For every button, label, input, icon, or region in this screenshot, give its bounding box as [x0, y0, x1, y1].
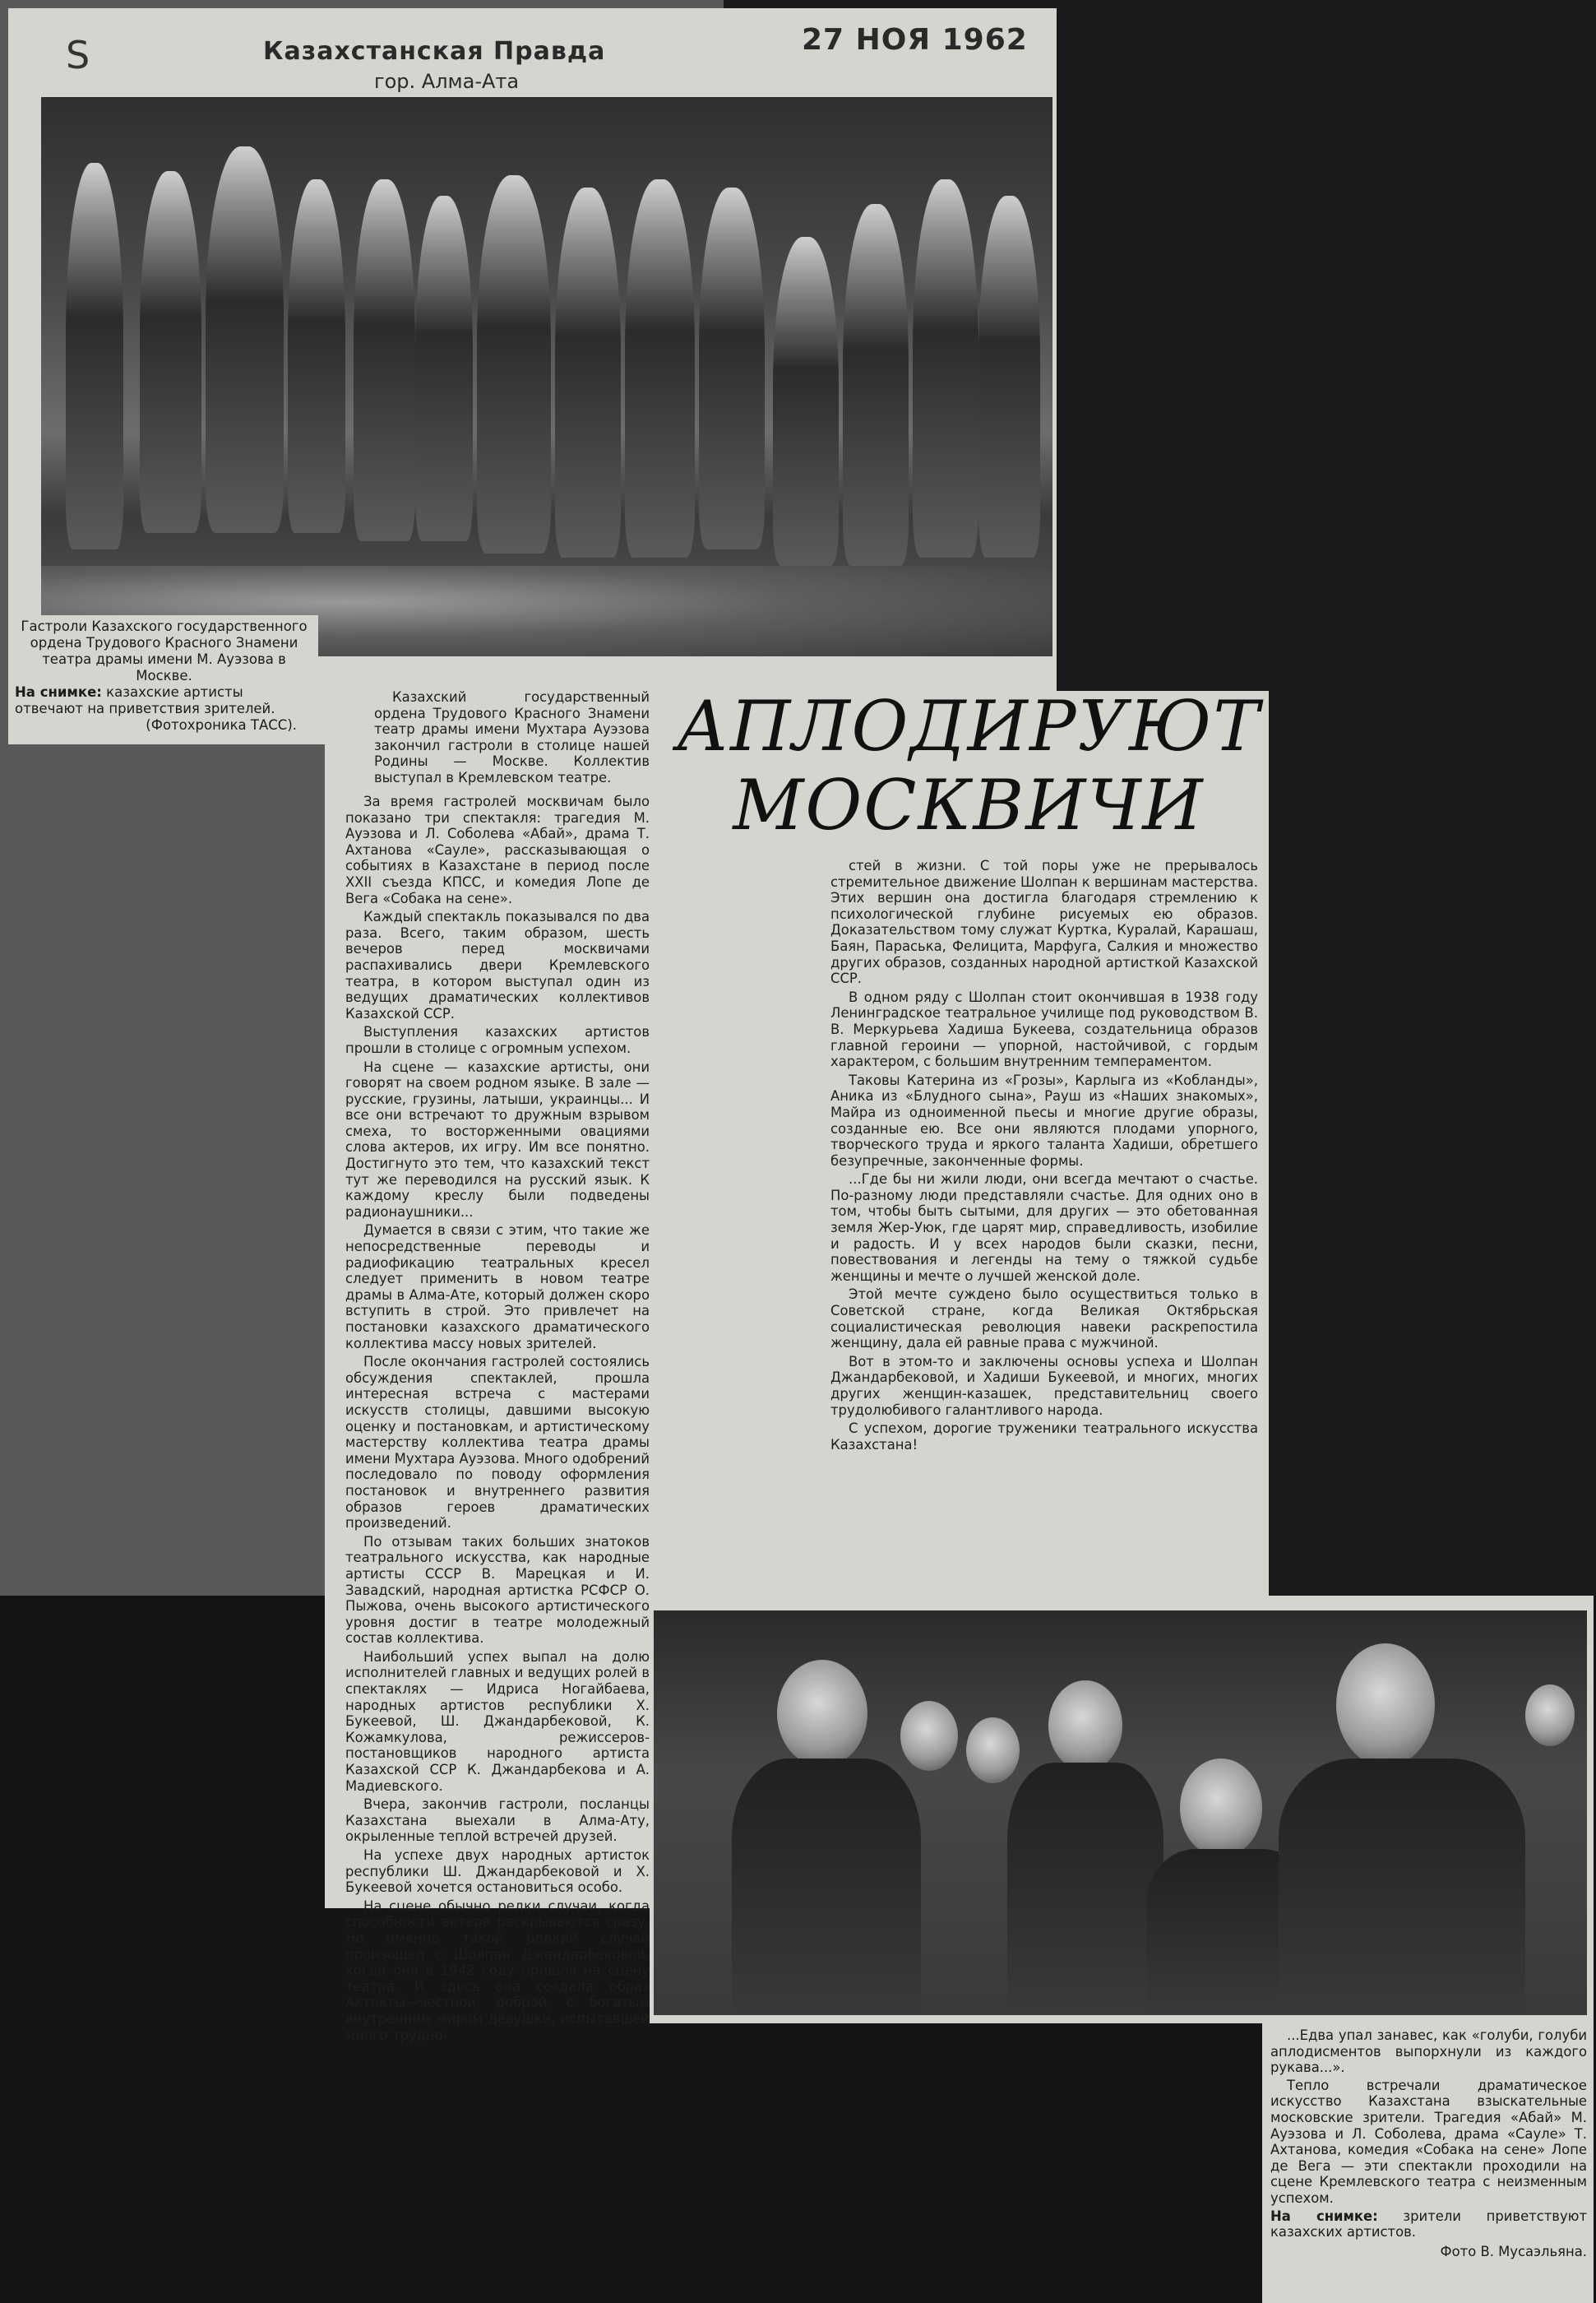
article-paragraph: стей в жизни. С той поры уже не прерывалось стремительное движение Шолпан к вершинам мастерства. Этих вершин она достигла благодаря стремлению к психологической глубине рисуемых ею образов. Доказательством тому служат Куртка, Куралай, Карашаш, Баян, Параська, Фелицита, Марфуга, Салкия и множество других образов, созданных народной артисткой Казахской ССР.: [830, 858, 1258, 987]
actor-figure: [625, 179, 695, 558]
article-paragraph: Наибольший успех выпал на долю исполнителей главных и ведущих ролей в спектаклях — Идриса Ногайбаева, народных артистов республики Х. Букеевой, Ш. Джандарбековой, К. Кожамкулова, режиссеров-постановщиков народного артиста Казахской ССР К. Джандарбекова и А. Мадиевского.: [345, 1648, 650, 1794]
newspaper-name: Казахстанская Правда: [263, 37, 606, 66]
spectator-face: [1048, 1680, 1122, 1771]
lead-paragraph: Казахский государственный ордена Трудового Красного Знамени театр драмы имени Мухтара Ауэзова закончил гастроли в столице нашей Родины — Москве. Коллектив выступал в Кремлевском театре.: [374, 689, 650, 785]
actor-figure: [555, 188, 621, 558]
caption-note: [1270, 2208, 1587, 2240]
actor-figure: [843, 204, 909, 566]
spectator-face: [777, 1660, 867, 1767]
actor-figure: [773, 237, 839, 566]
spectator-face: [900, 1701, 958, 1771]
article-paragraph: За время гастролей москвичам было показано три спектакля: трагедия М. Ауэзова и Л. Соболева «Абай», драма Т. Ахтанова «Сауле», рассказывающая о событиях в Казахстане в период после XXII съезда КПСС, и комедия Лопе де Вега «Собака на сене».: [345, 794, 650, 906]
date-stamp: 27 НОЯ 1962: [802, 23, 1028, 57]
actor-figure: [288, 179, 345, 533]
article-paragraph: Таковы Катерина из «Грозы», Карлыга из «Кобланды», Аника из «Блудного сына», Рауш из «Наших знакомых», Майра из одноименной пьесы и многие другие образы, созданные ею. Все они являются плодами упорного, творческого труда и яркого таланта Хадиши, обретшего безупречные, законченные формы.: [830, 1072, 1258, 1169]
caption-label: На снимке:: [15, 684, 102, 700]
article-paragraph: Вчера, закончив гастроли, посланцы Казахстана выехали в Алма-Ату, окрыленные теплой встречей друзей.: [345, 1796, 650, 1845]
article-paragraph: После окончания гастролей состоялись обсуждения спектаклей, прошла интересная встреча с мастерами искусств столицы, давшими высокую оценку и постановкам, и артистическому мастерству коллектива театра драмы имени Мухтара Ауэзова. Много одобрений последовало по поводу оформления постановок и внутреннего развития образов героев драматических произведений.: [345, 1354, 650, 1531]
stage-photo: [41, 97, 1052, 656]
audience-photo-caption: [1270, 2027, 1587, 2259]
article-paragraph: На сцене — казахские артисты, они говорят на своем родном языке. В зале — русские, грузины, латыши, украинцы... И все они встречают то дружным взрывом смеха, то восторженными овациями слова актеров, их игру. Им все понятно. Достигнуто это тем, что казахский текст тут же переводился на русский язык. К каждому креслу были подведены радионаушники...: [345, 1059, 650, 1220]
spectator-face: [1180, 1759, 1262, 1857]
headline-line-1: АПЛОДИРУЮТ: [676, 686, 1261, 767]
caption-credit: (Фотохроника ТАСС).: [146, 717, 297, 733]
actor-figure: [415, 196, 473, 541]
article-paragraph: На успехе двух народных артисток республики Ш. Джандарбековой и Х. Букеевой хочется остановиться особо.: [345, 1847, 650, 1896]
caption-credit: Фото В. Мусаэльяна.: [1440, 2243, 1587, 2259]
article-paragraph: ...Где бы ни жили люди, они всегда мечтают о счастье. По-разному люди представляли счастье. Для одних оно в том, чтобы быть сытыми, для других — это обетованная земля Жер-Уюк, где царят мир, справедливость, изобилие и радость. И у всех народов были сказки, песни, повествования и легенды на тему о тяжкой судьбе женщины и мечте о лучшей женской доле.: [830, 1171, 1258, 1284]
article-paragraph: Выступления казахских артистов прошли в столице с огромным успехом.: [345, 1024, 650, 1056]
caption-paragraph: ...Едва упал занавес, как «голуби, голуби аплодисментов выпорхнули из каждого рукава...».: [1270, 2027, 1587, 2076]
actor-figure: [206, 146, 284, 533]
article-paragraph: Каждый спектакль показывался по два раза. Всего, таким образом, шесть вечеров перед москвичами распахивались двери Кремлевского театра, в котором выступал один из ведущих драматических коллективов Казахской ССР.: [345, 909, 650, 1022]
article-paragraph: С успехом, дорогие труженики театрального искусства Казахстана!: [830, 1420, 1258, 1453]
article-paragraph: На сцене обычно редки случаи, когда способности актера раскрываются сразу. Но именно такой редкий случай произошел с Шолпан Джандарбековой, когда она в 1942 году пришла на сцену театра. И здесь она создала образ Актокты—честной, доброй, с богатым внутренним миром девушки, испытавшей много трудно-: [345, 1898, 650, 2043]
caption-label: На снимке:: [1270, 2208, 1378, 2224]
article-paragraph: Вот в этом-то и заключены основы успеха и Шолпан Джандарбековой, и Хадиши Букеевой, и многих, многих других женщин-казашек, представительниц своего трудолюбивого галантливого народа.: [830, 1353, 1258, 1418]
pencil-mark: S: [66, 33, 90, 77]
article-paragraph: По отзывам таких больших знатоков театрального искусства, как народные артисты СССР В. Марецкая и И. Завадский, народная артистка РСФСР О. Пыжова, очень высокого артистического уровня достиг в театре молодежный состав коллектива.: [345, 1533, 650, 1647]
spectator-face: [1336, 1643, 1435, 1767]
article-column-left: [345, 794, 650, 2046]
actor-figure: [978, 196, 1040, 558]
actor-figure: [66, 163, 123, 549]
actor-figure: [354, 179, 415, 541]
article-paragraph: Думается в связи с этим, что такие же непосредственные переводы и радиофикацию театральных кресел следует применить в новом театре драмы в Алма-Ате, который должен скоро вступить в строй. Это привлечет на постановки казахского драматического коллектива массу новых зрителей.: [345, 1222, 650, 1351]
article-lead: [374, 689, 650, 789]
actor-figure: [699, 188, 765, 549]
actor-figure: [913, 179, 978, 558]
spectator-face: [1525, 1684, 1575, 1746]
audience-photo: [654, 1610, 1587, 2015]
spectator-body: [732, 1759, 921, 2015]
article-headline: [673, 687, 1265, 845]
caption-note: [15, 684, 313, 717]
caption-note-text: зрители приветствуют казахских артистов.: [1270, 2208, 1587, 2240]
article-column-right: [830, 858, 1258, 1455]
actor-figure: [477, 175, 551, 554]
newspaper-city: гор. Алма-Ата: [374, 70, 520, 93]
actor-figure: [140, 171, 201, 533]
caption-note-text: казахские артисты отвечают на приветствия зрителей.: [15, 684, 275, 716]
headline-line-2: МОСКВИЧИ: [733, 765, 1205, 846]
caption-text: Гастроли Казахского государственного ордена Трудового Красного Знамени театра драмы имени М. Ауэзова в Москве.: [21, 619, 308, 683]
stage-photo-caption: [10, 615, 318, 737]
caption-paragraph: Тепло встречали драматическое искусство Казахстана взыскательные московские зрители. Трагедия «Абай» М. Ауэзова и Л. Соболева, драма «Сауле» Т. Ахтанова, комедия «Собака на сене» Лопе де Вега — эти спектакли проходили на сцене Кремлевского театра с неизменным успехом.: [1270, 2077, 1587, 2206]
article-paragraph: Этой мечте суждено было осуществиться только в Советской стране, когда Великая Октябрьская социалистическая революция навеки раскрепостила женщину, дала ей равные права с мужчиной.: [830, 1286, 1258, 1351]
article-paragraph: В одном ряду с Шолпан стоит окончившая в 1938 году Ленинградское театральное училище под руководством В. В. Меркурьева Хадиша Букеева, создательница образов главной героини — упорной, настойчивой, с гордым характером, с большим внутренним темпераментом.: [830, 989, 1258, 1070]
spectator-body: [1007, 1763, 1163, 2015]
spectator-face: [966, 1717, 1020, 1783]
spectator-body: [1279, 1759, 1525, 2015]
